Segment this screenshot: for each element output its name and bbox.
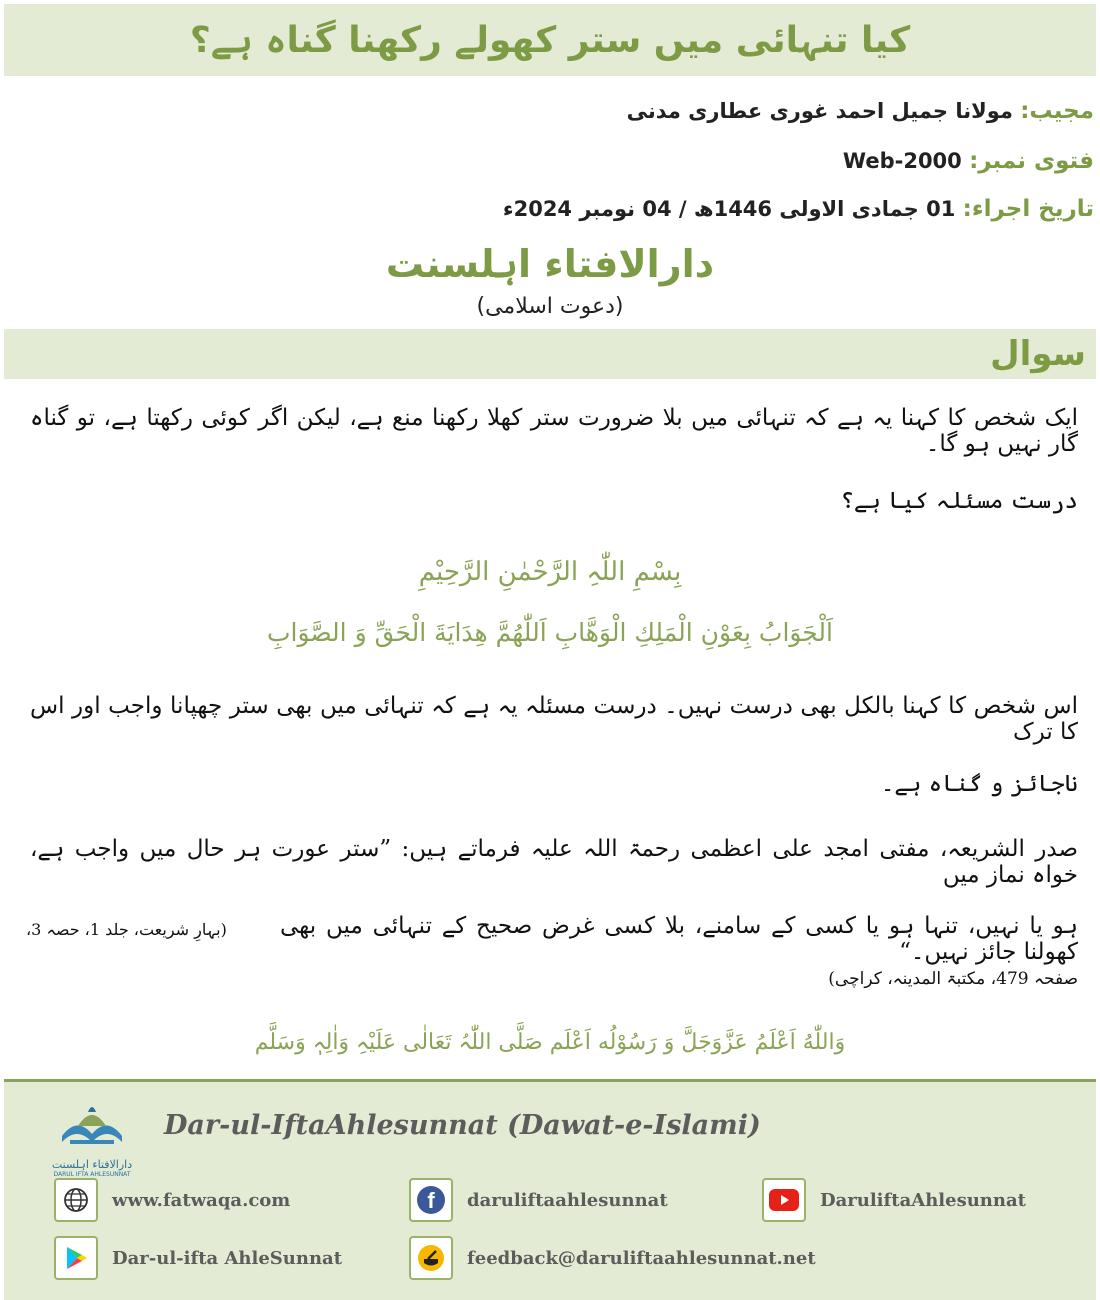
logo-subtext: DARUL IFTA AHLESUNNAT	[53, 1171, 131, 1178]
fatwa-number-value: Web-2000	[842, 149, 962, 173]
youtube-text: DaruliftaAhlesunnat	[820, 1189, 1026, 1211]
playstore-link[interactable]	[54, 1236, 342, 1280]
footer	[4, 1079, 1096, 1300]
website-link[interactable]	[54, 1178, 290, 1222]
feedback-link[interactable]	[409, 1236, 816, 1280]
fatwa-number-label: فتوی نمبر:	[969, 148, 1094, 174]
youtube-link[interactable]	[762, 1178, 1026, 1222]
facebook-text: daruliftaahlesunnat	[467, 1189, 668, 1211]
mujeeb-row	[627, 98, 1094, 124]
quote-line-2: ہو یا نہیں، تنہا ہو یا کسی کے سامنے، بلا کسی غرض صحیح کے تنہائی میں بھی کھولنا جائز نہیں۔“	[280, 913, 1078, 965]
answer-line-1: اس شخص کا کہنا بالکل بھی درست نہیں۔ درست مسئلہ یہ ہے کہ تنہائی میں بھی ستر چھپانا واجب اور اس کا ترک	[30, 693, 1078, 745]
question-heading: سوال	[990, 334, 1086, 374]
brand-name: Dar-ul-IftaAhlesunnat (Dawat-e-Islami)	[164, 1110, 761, 1141]
fatwa-number-row	[843, 148, 1094, 174]
darul-ifta-title: دارالافتاء اہلسنت	[385, 242, 715, 286]
feedback-icon	[409, 1236, 453, 1280]
book-logo-icon	[42, 1096, 142, 1176]
svg-text:f: f	[427, 1188, 435, 1213]
mujeeb-label: مجیب:	[1020, 98, 1094, 124]
feedback-text: feedback@daruliftaahlesunnat.net	[467, 1247, 816, 1269]
bismillah: بِسْمِ اللّٰہِ الرَّحْمٰنِ الرَّحِیْمِ	[418, 557, 682, 587]
answer-line-2: ناجائز و گناہ ہے۔	[880, 771, 1078, 797]
facebook-icon	[409, 1178, 453, 1222]
issue-date-label: تاریخ اجراء:	[962, 196, 1094, 222]
issue-date-value: 01 جمادی الاولی 1446ھ / 04 نومبر 2024ء	[502, 197, 956, 221]
question-section-bar	[4, 329, 1096, 379]
question-line-1: ایک شخص کا کہنا یہ ہے کہ تنہائی میں بلا ضرورت ستر کھلا رکھنا منع ہے، لیکن اگر کوئی رکھتا ہے، تو گناہ گار نہیں ہو گا۔	[30, 405, 1078, 457]
globe-icon	[54, 1178, 98, 1222]
play-store-icon	[54, 1236, 98, 1280]
logo-text: دارالافتاء اہلسنت	[51, 1158, 133, 1171]
issue-date-row	[503, 196, 1094, 222]
reference-part-2: صفحہ 479، مکتبۃ المدینہ، کراچی)	[828, 969, 1078, 989]
mujeeb-value: مولانا جمیل احمد غوری عطاری مدنی	[626, 99, 1013, 123]
page-title: کیا تنہائی میں ستر کھولے رکھنا گناہ ہے؟	[189, 19, 911, 61]
closing-dua: وَاللّٰهُ اَعْلَمُ عَزَّوَجَلَّ وَ رَسُوْلُه اَعْلَم صَلَّی اللّٰہُ تَعَالٰی عَلَیْہِ وَاٰلِہٖ وَسَلَّم	[254, 1030, 846, 1055]
question-line-2: درست مسئلہ کیا ہے؟	[840, 488, 1078, 514]
facebook-link[interactable]	[409, 1178, 668, 1222]
quote-line-1: صدر الشریعہ، مفتی امجد علی اعظمی رحمۃ اللہ علیہ فرماتے ہیں: ”ستر عورت ہر حال میں واجب ہے، خواہ نماز میں	[30, 836, 1078, 888]
title-bar	[4, 4, 1096, 76]
jawab-opening: اَلْجَوَابُ بِعَوْنِ الْمَلِكِ الْوَهَّابِ اَللّٰهُمَّ هِدَايَةَ الْحَقِّ وَ الصَّوَابِ	[266, 618, 833, 647]
dawat-e-islami-subtitle: (دعوت اسلامی)	[476, 294, 624, 319]
website-text: www.fatwaqa.com	[112, 1189, 291, 1211]
reference-part-1: (بہارِ شریعت، جلد 1، حصہ 3،	[26, 920, 227, 939]
youtube-icon	[762, 1178, 806, 1222]
playstore-text: Dar-ul-ifta AhleSunnat	[112, 1247, 343, 1269]
